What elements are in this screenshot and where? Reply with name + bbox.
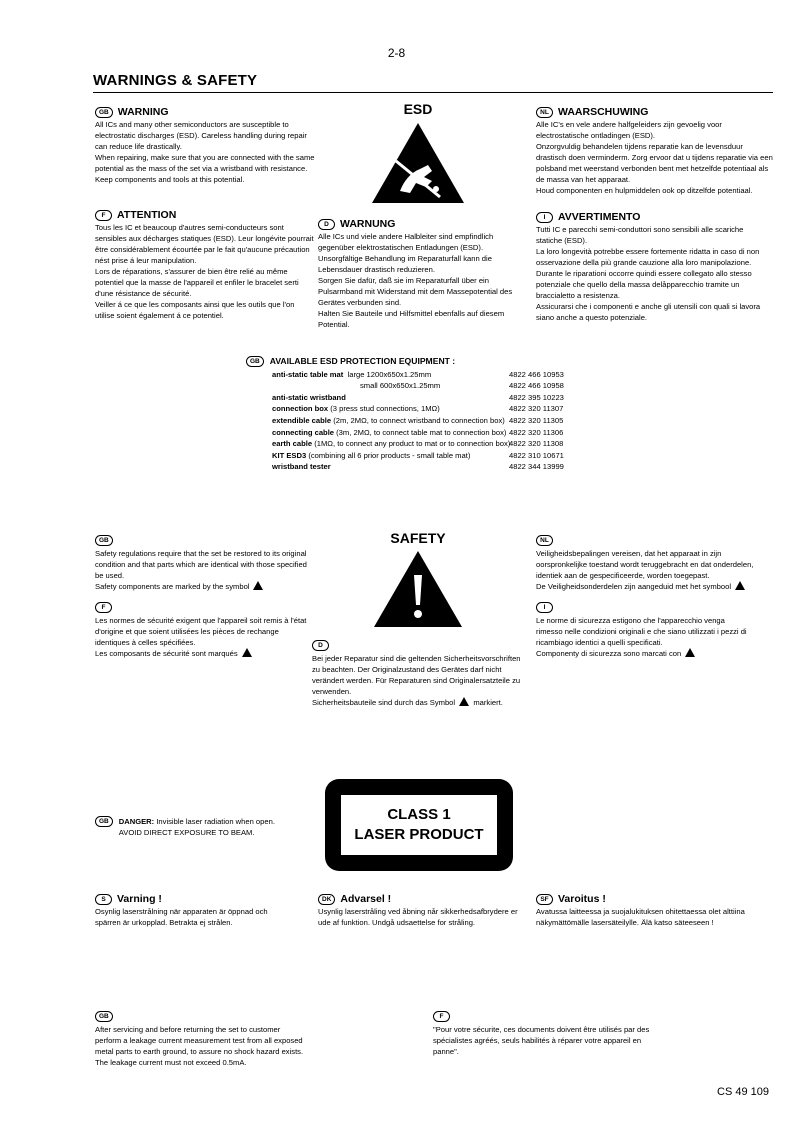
equipment-number: 4822 320 11306 bbox=[509, 427, 564, 437]
equipment-detail: (combining all 6 prior products - small table mat) bbox=[308, 450, 471, 460]
equipment-name: anti-static wristband bbox=[272, 392, 346, 402]
equipment-detail: small 600x650x1.25mm bbox=[360, 381, 441, 391]
esd-title: ESD bbox=[403, 101, 433, 117]
esd-paragraph: Halten Sie Bauteile und Hilfsmittel ebenfalls auf diesem Potential. bbox=[318, 309, 505, 329]
equipment-row bbox=[246, 427, 589, 439]
lang-badge: D bbox=[318, 219, 335, 230]
document-id: CS 49 109 bbox=[717, 1086, 769, 1098]
safety-title: SAFETY bbox=[390, 530, 446, 546]
equipment-detail: (2m, 2MΩ, to connect wristband to connection box) bbox=[333, 415, 505, 425]
leakage-text: The leakage current must not exceed 0.5mA. bbox=[95, 1058, 247, 1067]
safety-symbol-text: De Veiligheidsonderdelen zijn aangeduid met het symbool bbox=[536, 582, 732, 591]
lang-badge: F bbox=[95, 602, 112, 613]
esd-warning-d bbox=[318, 218, 526, 330]
esd-heading: AVVERTIMENTO bbox=[558, 211, 641, 223]
equipment-name: connecting cable bbox=[272, 427, 335, 437]
esd-paragraph: When repairing, make sure that you are connected with the same potential as the mass of the set via a wristband with resistance. Keep components and tools at this potential. bbox=[95, 153, 315, 184]
equipment-number: 4822 320 11305 bbox=[509, 415, 564, 425]
laser-warning-s bbox=[95, 893, 295, 928]
safety-f bbox=[95, 602, 310, 659]
lang-badge: GB bbox=[246, 356, 264, 367]
leakage-gb bbox=[95, 1011, 305, 1068]
esd-paragraph: Alle IC's en vele andere halfgeleiders zijn gevoelig voor electrostatische ontladingen (ESD). bbox=[536, 120, 722, 140]
equipment-row bbox=[246, 392, 589, 404]
leakage-text: "Pour votre sécurite, ces documents doivent être utilisés par des spécialistes agréés, seuls habilités à réparer votre appareil en panne". bbox=[433, 1025, 650, 1056]
lang-badge: GB bbox=[95, 535, 113, 546]
laser-warning-heading: Varning ! bbox=[117, 893, 162, 905]
esd-warning-gb bbox=[95, 106, 317, 185]
laser-warning-text: Avatussa laitteessa ja suojalukituksen ohitettaessa olet alttiina näkymättömälle lasersäteilylle. Älä katso säteeseen ! bbox=[536, 907, 745, 927]
equipment-number: 4822 344 13999 bbox=[509, 462, 564, 472]
equipment-number: 4822 466 10953 bbox=[509, 369, 564, 379]
equipment-number: 4822 395 10223 bbox=[509, 392, 564, 402]
lang-badge: NL bbox=[536, 535, 553, 546]
equipment-detail: large 1200x650x1.25mm bbox=[347, 369, 432, 379]
esd-paragraph: Tutti IC e parecchi semi-conduttori sono sensibili alle scariche statiche (ESD). bbox=[536, 225, 744, 245]
esd-heading: WARNUNG bbox=[340, 218, 396, 230]
equipment-row bbox=[246, 380, 589, 392]
equipment-name: anti-static table mat bbox=[272, 369, 344, 379]
equipment-row bbox=[246, 438, 589, 450]
warning-triangle-icon bbox=[242, 648, 252, 657]
esd-equipment-list bbox=[246, 356, 589, 473]
laser-warning-heading: Advarsel ! bbox=[340, 893, 392, 905]
equipment-row bbox=[246, 450, 589, 462]
equipment-number: 4822 320 11307 bbox=[509, 404, 564, 414]
safety-text: Safety regulations require that the set be restored to its original condition and that parts which are identical with those specified be used. bbox=[95, 549, 307, 580]
warning-triangle-icon bbox=[685, 648, 695, 657]
equipment-name: earth cable bbox=[272, 439, 313, 449]
safety-text: Bei jeder Reparatur sind die geltenden Sicherheitsvorschriften zu beachten. Der Originalzustand des Gerätes darf nicht verändert werden. Für Reparaturen sind Originalersatzteile zu verwenden. bbox=[312, 654, 521, 696]
esd-paragraph: Sorgen Sie dafür, daß sie im Reparaturfall über ein Pulsarmband mit Widerstand mit dem Massepotential des Gerätes verbunden sind. bbox=[318, 276, 513, 307]
esd-paragraph: La loro longevità potrebbe essere fortemente ridatta in caso di non osservazione della più grande cauzione alla loro manipolazione. Durante le riparationi occorre quindi essere collegato allo stesso potenziale che quello della massa delåpparecchio tramite un braccialetto a resistenza. bbox=[536, 247, 760, 300]
laser-warning-text: Usynlig laserstråling ved åbning når sikkerhedsafbrydere er ude af funktion. Undgå udsaettelse for stråling. bbox=[318, 907, 518, 927]
esd-warning-i bbox=[536, 211, 766, 323]
leakage-f bbox=[433, 1011, 658, 1057]
laser-danger-gb bbox=[95, 816, 310, 838]
esd-warning-icon bbox=[370, 121, 466, 205]
lang-badge: DK bbox=[318, 894, 335, 905]
laser-label-line1: CLASS 1 bbox=[387, 806, 451, 823]
danger-text: Invisible laser radiation when open. bbox=[156, 817, 275, 826]
equipment-detail: (3m, 2MΩ, to connect table mat to connection box) bbox=[336, 427, 507, 437]
equipment-detail: (1MΩ, to connect any product to mat or to connection box) bbox=[314, 439, 511, 449]
equipment-row bbox=[246, 461, 589, 473]
safety-symbol-text: Componenty di sicurezza sono marcati con bbox=[536, 649, 682, 658]
lang-badge: D bbox=[312, 640, 329, 651]
lang-badge: GB bbox=[95, 816, 113, 827]
safety-text: Le norme di sicurezza estigono che l'apparecchio venga rimesso nelle condizioni originali e che siano utilizzati i pezzi di ricambiago identici a quelli specificati. bbox=[536, 616, 747, 647]
equipment-row bbox=[246, 369, 589, 381]
page-title: WARNINGS & SAFETY bbox=[93, 72, 258, 89]
safety-symbol-suffix: markiert. bbox=[473, 698, 503, 707]
esd-warning-f bbox=[95, 209, 315, 321]
lang-badge: GB bbox=[95, 1011, 113, 1022]
safety-symbol-text: Sicherheitsbauteile sind durch das Symbol bbox=[312, 698, 456, 707]
lang-badge: I bbox=[536, 602, 553, 613]
equipment-name: extendible cable bbox=[272, 415, 332, 425]
equipment-detail: (3 press stud connections, 1MΩ) bbox=[330, 404, 440, 414]
equipment-heading: AVAILABLE ESD PROTECTION EQUIPMENT : bbox=[269, 356, 456, 366]
esd-heading: ATTENTION bbox=[117, 209, 177, 221]
equipment-name: KIT ESD3 bbox=[272, 450, 307, 460]
safety-text: Les normes de sécurité exigent que l'appareil soit remis à l'état d'origine et que soient utilisées les pièces de rechange identiques à celles spécifiées. bbox=[95, 616, 307, 647]
safety-d bbox=[312, 640, 528, 708]
esd-warning-nl bbox=[536, 106, 773, 196]
safety-i bbox=[536, 602, 751, 659]
safety-nl bbox=[536, 535, 773, 592]
equipment-name: connection box bbox=[272, 404, 329, 414]
lang-badge: I bbox=[536, 212, 553, 223]
warning-triangle-icon bbox=[735, 581, 745, 590]
laser-warning-text: Osynlig laserstrålning när apparaten är öppnad och spärren är urkopplad. Betrakta ej strålen. bbox=[95, 907, 268, 927]
lang-badge: F bbox=[433, 1011, 450, 1022]
esd-paragraph: Tous les IC et beaucoup d'autres semi-conducteurs sont sensibles aux décharges statiques (ESD). Leur longévite pourrait être considérablement écourtée par le fait qu'aucune précaution nést prise á leur manipulation. bbox=[95, 223, 314, 265]
esd-paragraph: Lors de réparations, s'assurer de bien être relié au même potentiel que la masse de l'appareil et enfiler le bracelet serti d'une résistance de sécurité. bbox=[95, 267, 299, 298]
esd-paragraph: Veiller á ce que les composants ainsi que les outils que l'on utilise soient également á ce potentiel. bbox=[95, 300, 295, 320]
safety-text: Veiligheidsbepalingen vereisen, dat het apparaat in zijn oorspronkelijke toestand wordt teruggebracht en dat onderdelen, identiek aan de gespecificeerde, worden toegepast. bbox=[536, 549, 754, 580]
esd-paragraph: Alle ICs und viele andere Halbleiter sind empfindlich gegenüber elektrostatischen Entladungen (ESD). Unsorgfältige Behandlung im Reparaturfall kann die Lebensdauer drastisch reduzieren. bbox=[318, 232, 494, 274]
esd-paragraph: Assicurarsi che i componenti e anche gli utensili con quali si lavora siano anche a questo potenziale. bbox=[536, 302, 761, 322]
title-rule bbox=[93, 92, 773, 93]
safety-gb bbox=[95, 535, 310, 592]
safety-symbol-text: Safety components are marked by the symbol bbox=[95, 582, 250, 591]
lang-badge: F bbox=[95, 210, 112, 221]
esd-paragraph: Houd componenten en hulpmiddelen ook op ditzelfde potentiaal. bbox=[536, 186, 753, 195]
safety-warning-icon bbox=[372, 549, 464, 629]
esd-paragraph: Onzorgvuldig behandelen tijdens reparatie kan de levensduur drastisch doen verminderm. Zorg ervoor dat u tijdens reparatie via een polsband met weerstand verbonden bent met hetzelfde potentiaal als de massa van het apparaat. bbox=[536, 142, 773, 184]
equipment-number: 4822 466 10958 bbox=[509, 381, 564, 391]
equipment-number: 4822 310 10671 bbox=[509, 450, 564, 460]
safety-symbol-text: Les composants de sécurité sont marqués bbox=[95, 649, 238, 658]
esd-heading: WAARSCHUWING bbox=[558, 106, 649, 118]
laser-warning-heading: Varoitus ! bbox=[558, 893, 606, 905]
lang-badge: SF bbox=[536, 894, 553, 905]
warning-triangle-icon bbox=[253, 581, 263, 590]
equipment-row bbox=[246, 415, 589, 427]
laser-warning-sf bbox=[536, 893, 771, 928]
warning-triangle-icon bbox=[459, 697, 469, 706]
esd-paragraph: All ICs and many other semiconductors are susceptible to electrostatic discharges (ESD). Careless handling during repair can reduce life drastically. bbox=[95, 120, 307, 151]
laser-label-line2: LASER PRODUCT bbox=[354, 826, 484, 843]
equipment-row bbox=[246, 403, 589, 415]
lang-badge: NL bbox=[536, 107, 553, 118]
danger-text-2: AVOID DIRECT EXPOSURE TO BEAM. bbox=[118, 828, 255, 837]
leakage-text: After servicing and before returning the set to customer perform a leakage current measurement test from all exposed metal parts to earth ground, to assure no shock hazard exists. bbox=[95, 1025, 304, 1056]
lang-badge: GB bbox=[95, 107, 113, 118]
laser-warning-dk bbox=[318, 893, 530, 928]
equipment-number: 4822 320 11308 bbox=[509, 439, 564, 449]
page-number: 2-8 bbox=[387, 46, 406, 60]
danger-label: DANGER: bbox=[118, 817, 155, 826]
class1-laser-label bbox=[325, 779, 513, 871]
lang-badge: S bbox=[95, 894, 112, 905]
esd-heading: WARNING bbox=[117, 106, 169, 118]
equipment-name: wristband tester bbox=[272, 462, 331, 472]
